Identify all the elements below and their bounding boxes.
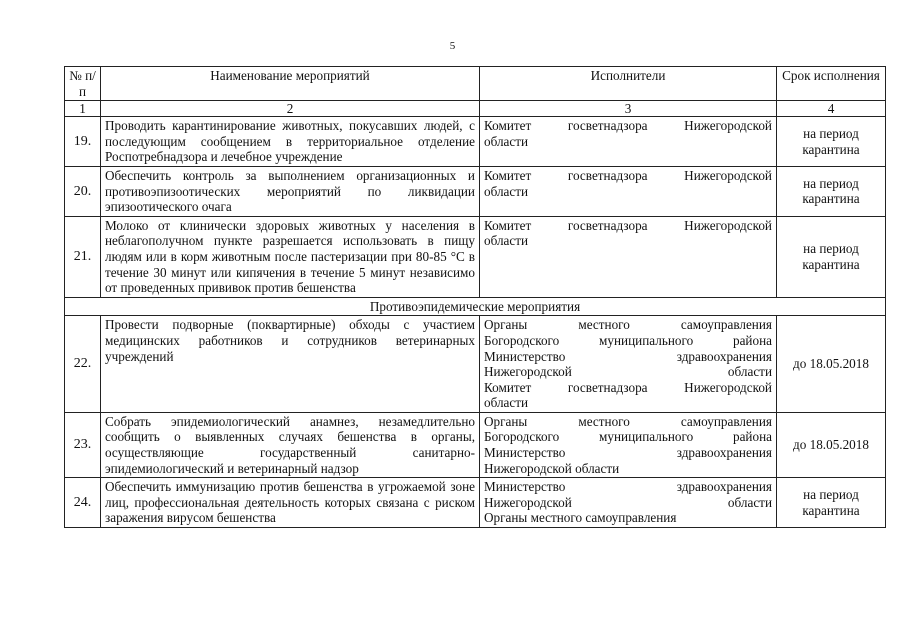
measure-name: Обеспечить иммунизацию против бешенства в угрожаемой зоне лиц, профессиональная деятельность которых связана с риском заражения вирусом бешенства xyxy=(101,478,480,528)
epidemic-measures-group xyxy=(65,316,886,528)
executor-line: Министерство здравоохранения xyxy=(484,445,772,461)
page-number: 5 xyxy=(449,40,456,52)
executor-line: Комитет госветнадзора Нижегородской xyxy=(484,118,772,134)
header-number: № п/п xyxy=(65,67,101,101)
table-row xyxy=(65,166,886,216)
table-row xyxy=(65,117,886,167)
table-row xyxy=(65,316,886,413)
executors-cell xyxy=(480,166,777,216)
executor-line: области xyxy=(484,395,529,411)
section-row-group xyxy=(65,297,886,316)
term-cell: на период карантина xyxy=(777,478,886,528)
executor-line: Богородского муниципального района xyxy=(484,429,772,445)
executor-line: Комитет госветнадзора Нижегородской xyxy=(484,167,772,183)
executors-cell xyxy=(480,216,777,297)
term-cell: на период карантина xyxy=(777,117,886,167)
executors-cell xyxy=(480,316,777,413)
executor-line: Министерство здравоохранения xyxy=(484,348,772,364)
measure-name: Проводить карантинирование животных, покусавших людей, с последующим сообщением в территориальное отделение Роспотребнадзора и лечебное учреждение xyxy=(101,117,480,167)
executor-line: области xyxy=(484,133,529,149)
term-cell: на период карантина xyxy=(777,166,886,216)
column-index: 1 xyxy=(65,101,101,117)
executors-cell xyxy=(480,412,777,477)
row-number: 21. xyxy=(65,216,101,297)
table-row xyxy=(65,412,886,477)
column-index-row xyxy=(65,101,886,117)
measure-name: Молоко от клинически здоровых животных у населения в неблагополучном пункте разрешается использовать в пищу людям или в корм животным после пастеризации при 80-85 °С в течение 30 минут или кипячения в течение 5 минут независимо от проведенных прививок против бешенства xyxy=(101,216,480,297)
row-number: 22. xyxy=(65,316,101,413)
row-number: 20. xyxy=(65,166,101,216)
column-index: 2 xyxy=(101,101,480,117)
section-row xyxy=(65,297,886,316)
measure-name: Провести подворные (поквартирные) обходы с участием медицинских работников и сотрудников ветеринарных учреждений xyxy=(101,316,480,413)
header-name: Наименование мероприятий xyxy=(101,67,480,101)
term-cell: до 18.05.2018 xyxy=(777,412,886,477)
executor-line: Органы местного самоуправления xyxy=(484,413,772,429)
table-row xyxy=(65,216,886,297)
executor-line: области xyxy=(484,183,529,199)
executor-line: области xyxy=(484,233,529,249)
executor-line: Комитет госветнадзора Нижегородской xyxy=(484,379,772,395)
executor-line: Нижегородской области xyxy=(484,494,772,510)
term-cell: до 18.05.2018 xyxy=(777,316,886,413)
header-term: Срок исполнения xyxy=(777,67,886,101)
executors-cell xyxy=(480,117,777,167)
measures-table xyxy=(64,66,886,528)
executor-line: Органы местного самоуправления xyxy=(484,510,677,526)
term-cell: на период карантина xyxy=(777,216,886,297)
column-index: 4 xyxy=(777,101,886,117)
executors-cell xyxy=(480,478,777,528)
executor-line: Нижегородской области xyxy=(484,364,772,380)
table-row xyxy=(65,478,886,528)
row-number: 23. xyxy=(65,412,101,477)
executor-line: Комитет госветнадзора Нижегородской xyxy=(484,217,772,233)
row-number: 24. xyxy=(65,478,101,528)
measure-name: Собрать эпидемиологический анамнез, незамедлительно сообщить о выявленных случаях бешенства в органы, осуществляющие государственный санитарно-эпидемиологический и ветеринарный надзор xyxy=(101,412,480,477)
table-header-row xyxy=(65,67,886,101)
executor-line: Богородского муниципального района xyxy=(484,332,772,348)
measure-name: Обеспечить контроль за выполнением организационных и противоэпизоотических мероприятий по ликвидации эпизоотического очага xyxy=(101,166,480,216)
row-number: 19. xyxy=(65,117,101,167)
executor-line: Нижегородской области xyxy=(484,460,620,476)
header-executors: Исполнители xyxy=(480,67,777,101)
column-index: 3 xyxy=(480,101,777,117)
executor-line: Органы местного самоуправления xyxy=(484,317,772,333)
executor-line: Министерство здравоохранения xyxy=(484,479,772,495)
vet-measures-group xyxy=(65,117,886,298)
section-title: Противоэпидемические мероприятия xyxy=(65,297,886,316)
